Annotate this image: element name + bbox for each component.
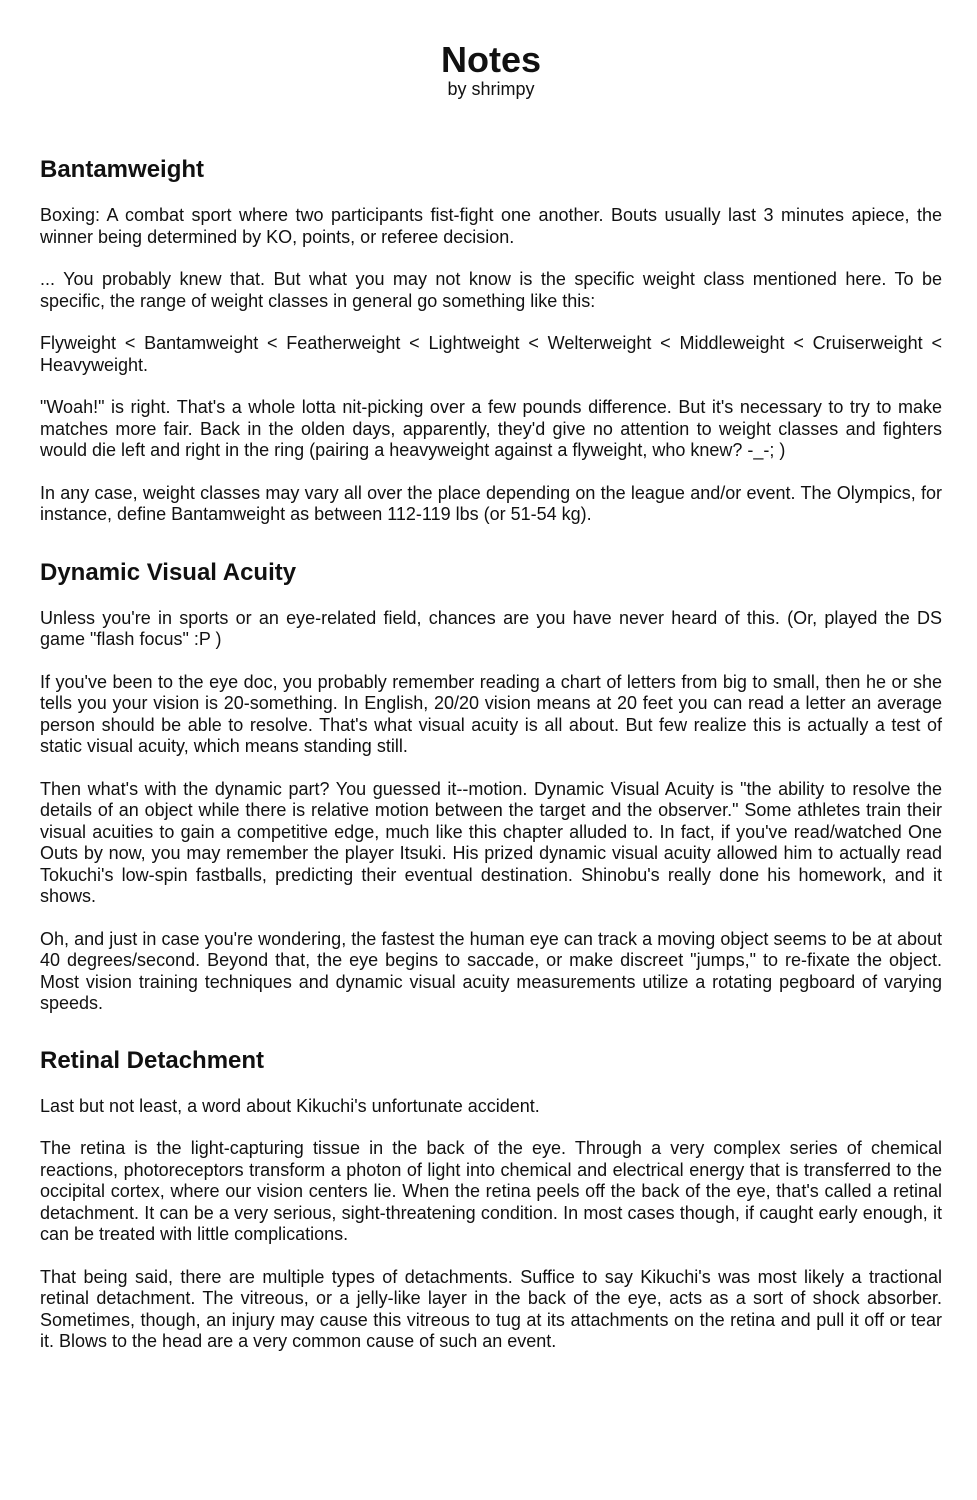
- section-retinal-detachment: [40, 1047, 942, 1353]
- author-byline: by shrimpy: [447, 79, 535, 99]
- paragraph: Last but not least, a word about Kikuchi's unfortunate accident.: [40, 1095, 540, 1116]
- paragraph: Unless you're in sports or an eye-related field, chances are you have never heard of this. (Or, played the DS game "flash focus" :P ): [40, 607, 942, 649]
- section-heading: Retinal Detachment: [40, 1046, 265, 1074]
- section-bantamweight: [40, 156, 942, 526]
- page-title: Notes: [440, 39, 542, 80]
- paragraph: Boxing: A combat sport where two participants fist-fight one another. Bouts usually last 3 minutes apiece, the winner being determined by KO, points, or referee decision.: [40, 205, 942, 247]
- paragraph: Oh, and just in case you're wondering, the fastest the human eye can track a moving object seems to be at about 40 degrees/second. Beyond that, the eye begins to saccade, or make discreet "jumps," to re-fixate the object. Most vision training techniques and dynamic visual acuity measurements utilize a rotating pegboard of varying speeds.: [40, 928, 942, 1013]
- paragraph: In any case, weight classes may vary all over the place depending on the league and/or event. The Olympics, for instance, define Bantamweight as between 112-119 lbs (or 51-54 kg).: [40, 482, 942, 524]
- paragraph: That being said, there are multiple types of detachments. Suffice to say Kikuchi's was most likely a tractional retinal detachment. The vitreous, or a jelly-like layer in the back of the eye, acts as a sort of shock absorber. Sometimes, though, an injury may cause this vitreous to tug at its attachments on the retina and pull it off or tear it. Blows to the head are a very common cause of such an event.: [40, 1266, 942, 1351]
- paragraph: The retina is the light-capturing tissue in the back of the eye. Through a very complex series of chemical reactions, photoreceptors transform a photon of light into chemical and electrical energy that is transferred to the occipital cortex, where our vision centers lie. When the retina peels off the back of the eye, that's called a retinal detachment. It can be a very serious, sight-threatening condition. In most cases though, if caught early enough, it can be treated with little complications.: [40, 1138, 942, 1244]
- section-dynamic-visual-acuity: [40, 559, 942, 1015]
- paragraph: If you've been to the eye doc, you probably remember reading a chart of letters from big to small, then he or she tells you your vision is 20-something. In English, 20/20 vision means at 20 feet you can read a letter an average person should be able to resolve. That's what visual acuity is all about. But few realize this is actually a test of static visual acuity, which means standing still.: [40, 671, 942, 756]
- paragraph: Flyweight < Bantamweight < Featherweight < Lightweight < Welterweight < Middleweight < Cruiserweight < Heavyweight.: [40, 333, 942, 375]
- section-heading: Bantamweight: [40, 156, 205, 183]
- page-header: [40, 0, 942, 98]
- paragraph: ... You probably knew that. But what you may not know is the specific weight class mentioned here. To be specific, the range of weight classes in general go something like this:: [40, 269, 942, 311]
- paragraph: Then what's with the dynamic part? You guessed it--motion. Dynamic Visual Acuity is "the ability to resolve the details of an object while there is relative motion between the target and the observer." Some athletes train their visual acuities to gain a competitive edge, much like this chapter alluded to. In fact, if you've read/watched One Outs by now, you may remember the player Itsuki. His prized dynamic visual acuity allowed him to actually read Tokuchi's low-spin fastballs, predicting their eventual destination. Shinobu's really done his homework, and it shows.: [40, 778, 942, 906]
- section-heading: Dynamic Visual Acuity: [40, 558, 297, 586]
- paragraph: "Woah!" is right. That's a whole lotta nit-picking over a few pounds difference. But it's necessary to try to make matches more fair. Back in the olden days, apparently, they'd give no attention to weight classes and fighters would die left and right in the ring (pairing a heavyweight against a flyweight, who knew? -_-; ): [40, 397, 942, 460]
